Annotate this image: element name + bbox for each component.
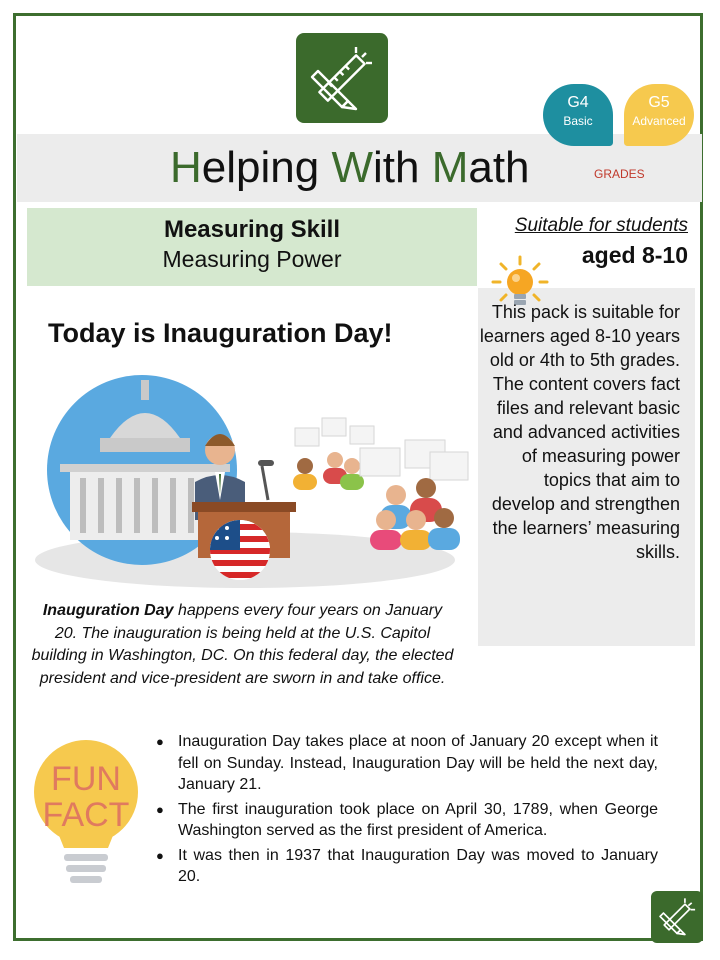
pencil-ruler-icon — [651, 891, 703, 943]
pencil-ruler-icon — [296, 33, 388, 123]
description-text: happens every four years on January 20. The inauguration is being held at the U.S. Capitol building in Washington, DC. On this federal day, the elected president and vice-president are sworn in and take office. — [31, 602, 454, 687]
inauguration-illustration — [30, 360, 470, 600]
skill-title: Measuring Skill — [163, 216, 341, 243]
fun-fact-bulb — [30, 730, 145, 900]
grades-label: GRADES — [594, 167, 645, 181]
audience-description: This pack is suitable for learners aged 8-10 years old or 4th to 5th grades. The content covers fact files and relevant basic and advanced activities of measuring power topics that aim to develop and strengthen the learners’ measuring skills. — [479, 302, 680, 562]
suitable-for-label: Suitable for students — [514, 215, 688, 236]
fun-fact-item: ● Inauguration Day takes place at noon of January 20 except when it fell on Sunday. Instead, Inauguration Day will be held the next day, January 21. — [156, 731, 658, 796]
description-bold: Inauguration Day — [42, 602, 174, 619]
fun-fact-label-line2: FACT — [42, 796, 130, 834]
grade-level: G5 — [648, 94, 670, 111]
fun-fact-list — [156, 731, 658, 891]
grade-badge-g4 — [543, 84, 613, 146]
age-range: aged 8-10 — [581, 242, 688, 268]
fun-fact-item: ● It was then in 1937 that Inauguration Day was moved to January 20. — [156, 845, 658, 888]
grade-label: Advanced — [632, 114, 686, 128]
grade-label: Basic — [563, 114, 593, 128]
headline: Today is Inauguration Day! — [48, 318, 393, 348]
inauguration-description — [30, 600, 455, 690]
grade-badge-g5 — [624, 84, 694, 146]
skill-subtitle: Measuring Power — [162, 246, 342, 272]
fun-fact-label-line1: FUN — [51, 760, 121, 798]
grade-level: G4 — [567, 94, 589, 111]
skill-box — [27, 208, 477, 286]
fun-fact-item: ● The first inauguration took place on April 30, 1789, when George Washington served as the first president of America. — [156, 799, 658, 842]
site-title: Helping With Math — [170, 143, 530, 192]
